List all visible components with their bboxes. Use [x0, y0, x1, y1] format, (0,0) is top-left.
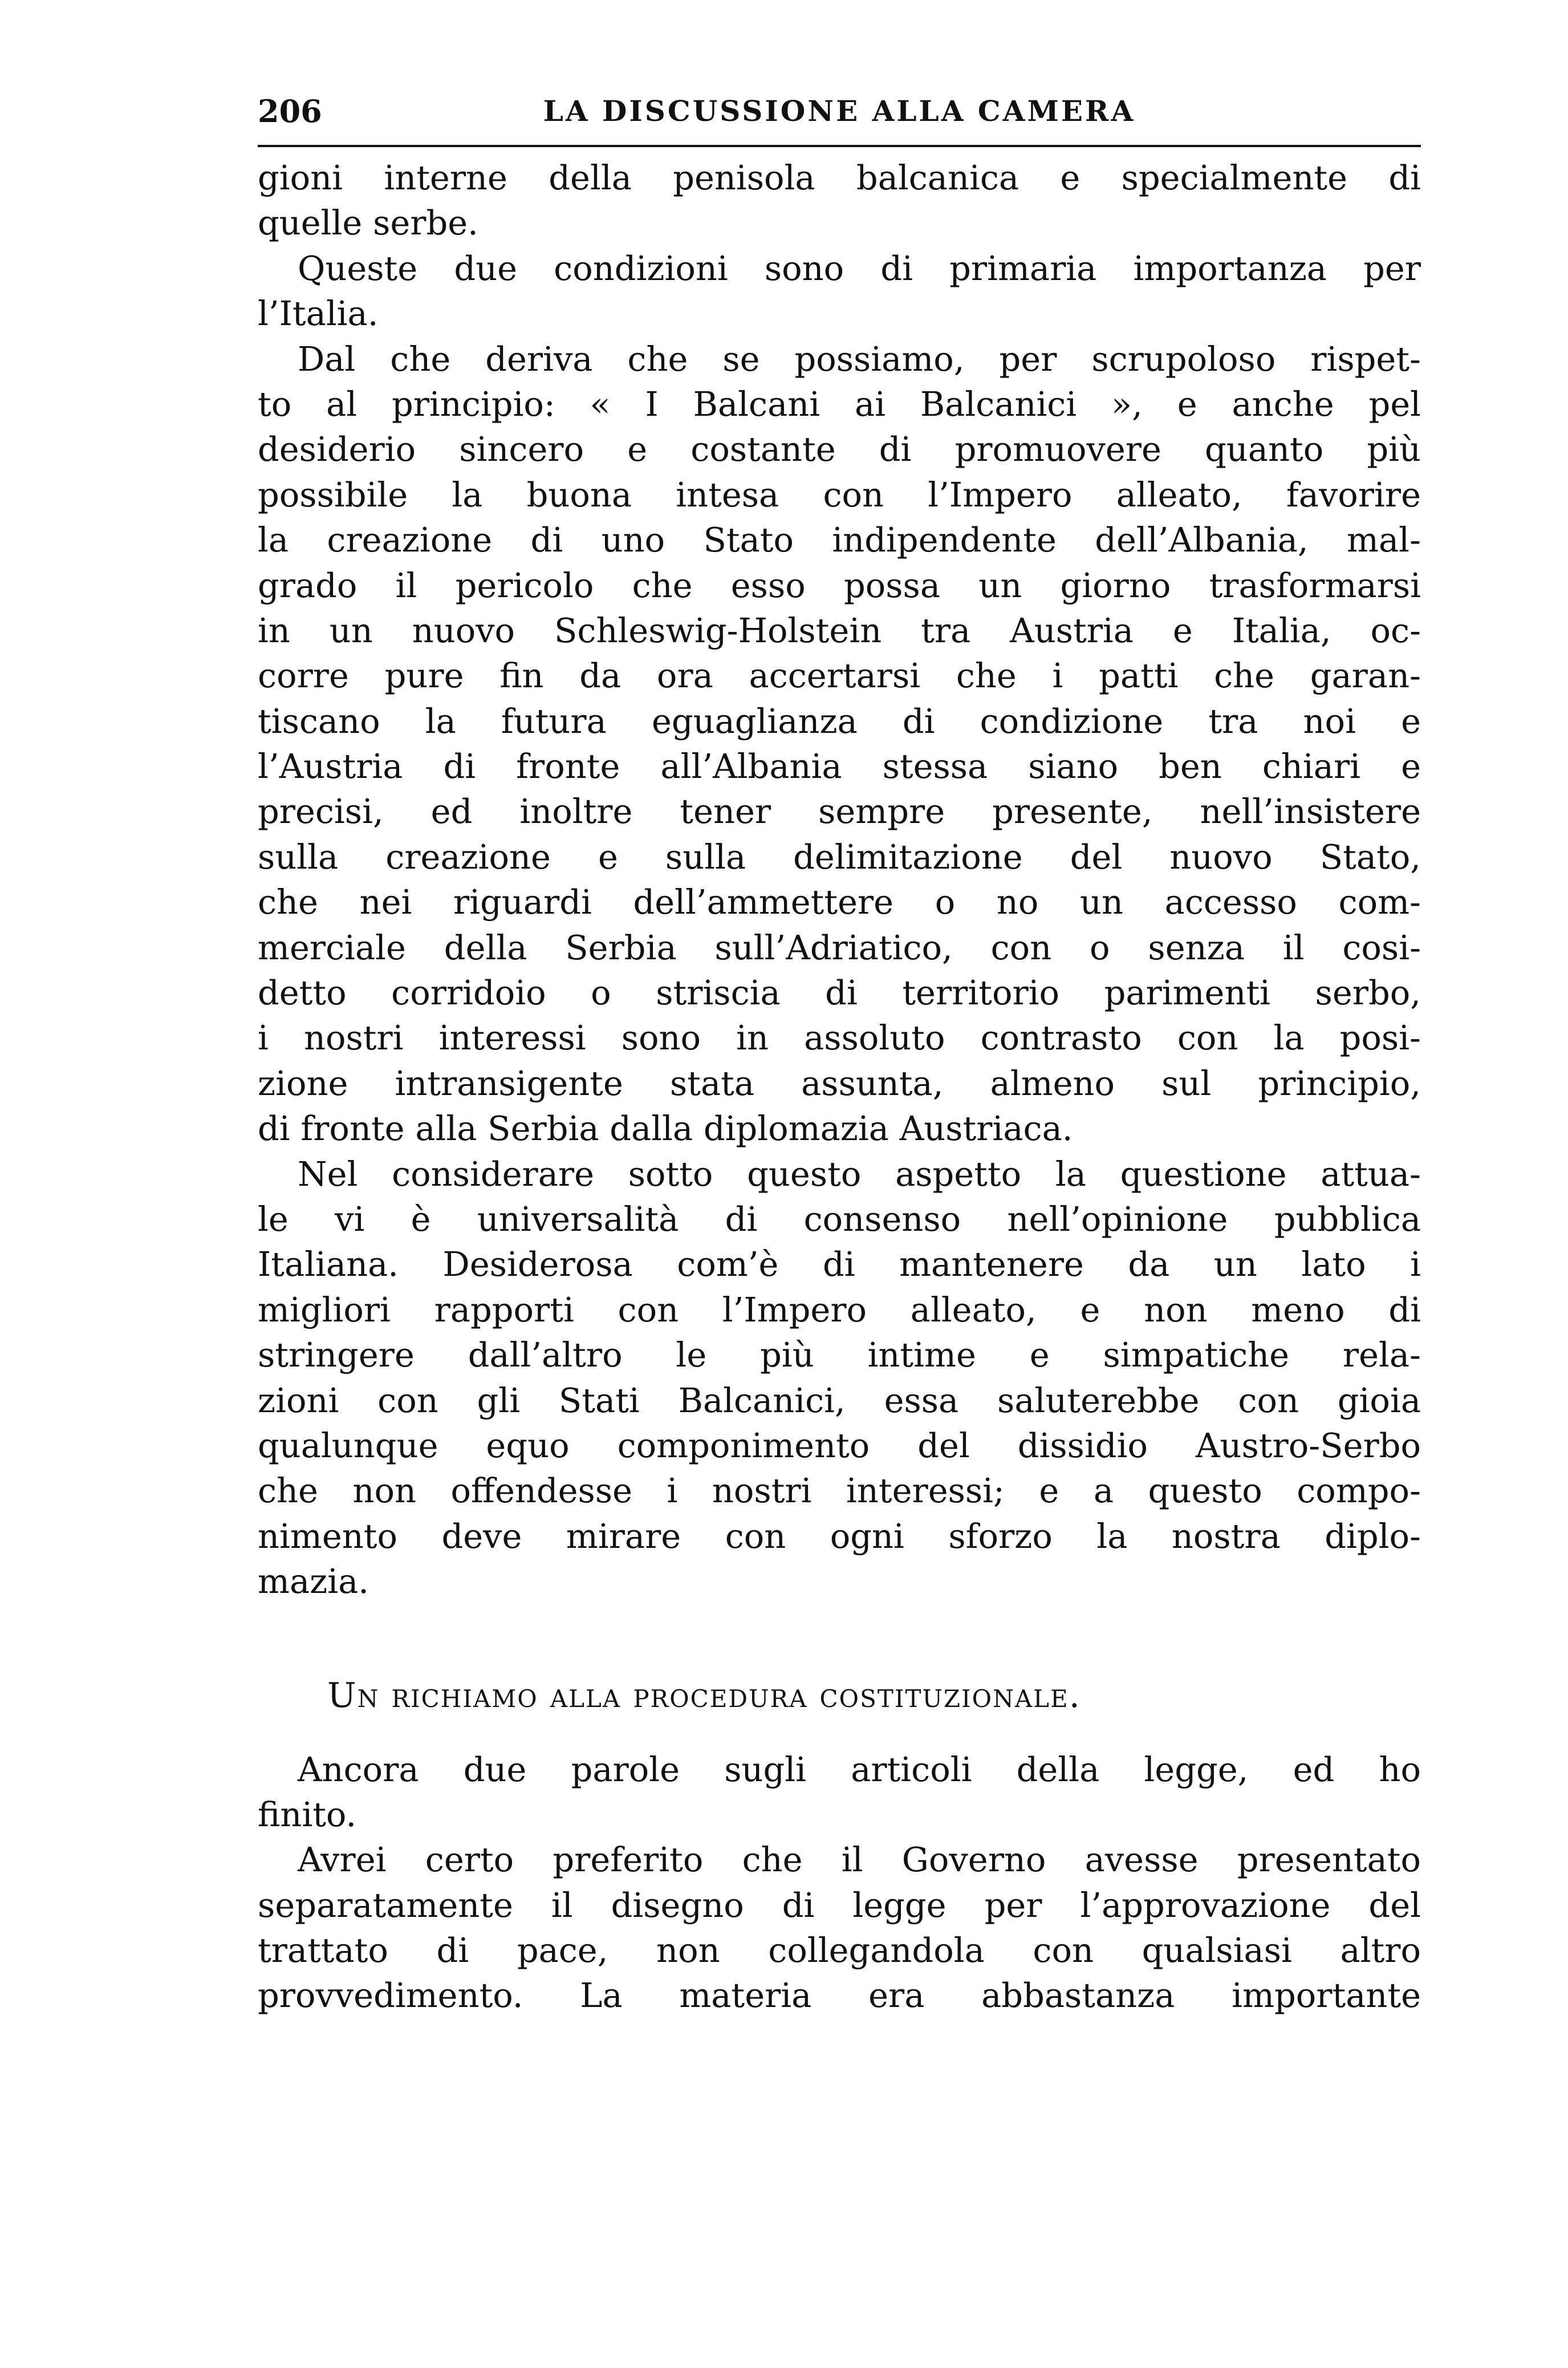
paragraph — [258, 336, 1421, 1151]
text-line: migliori rapporti con l’Impero alleato, e non meno di — [258, 1290, 1421, 1329]
text-line: sulla creazione e sulla delimitazione del nuovo Stato, — [258, 837, 1421, 877]
running-title: LA DISCUSSIONE ALLA CAMERA — [543, 94, 1136, 128]
section-spacer — [258, 1724, 1421, 1747]
text-line: gioni interne della penisola balcanica e specialmente di — [258, 158, 1421, 197]
text-line: trattato di pace, non collegandola con qualsiasi altro — [258, 1931, 1421, 1970]
text-line: merciale della Serbia sull’Adriatico, con o senza il cosi- — [258, 927, 1421, 967]
text-line: separatamente il disegno di legge per l’approvazione del — [258, 1885, 1421, 1925]
text-line: provvedimento. La materia era abbastanza importante — [258, 1976, 1421, 2016]
text-line: desiderio sincero e costante di promuovere quanto più — [258, 429, 1421, 469]
text-line: detto corridoio o striscia di territorio parimenti serbo, — [258, 973, 1421, 1013]
text-line: nimento deve mirare con ogni sforzo la nostra diplo- — [258, 1516, 1421, 1556]
text-line: Italiana. Desiderosa com’è di mantenere da un lato i — [258, 1244, 1421, 1284]
text-line: zione intransigente stata assunta, almeno sul principio, — [258, 1063, 1421, 1103]
text-line: possibile la buona intesa con l’Impero alleato, favorire — [258, 475, 1421, 514]
text-line: finito. — [258, 1794, 357, 1834]
text-line: stringere dall’altro le più intime e simpatiche rela- — [258, 1335, 1421, 1375]
text-line: to al principio: « I Balcani ai Balcanici », e anche pel — [258, 384, 1421, 424]
header-rule — [258, 145, 1421, 147]
paragraph — [258, 1747, 1421, 1838]
text-line: di fronte alla Serbia dalla diplomazia Austriaca. — [258, 1109, 1073, 1149]
section-heading: Un richiamo alla procedura costituzionale. — [327, 1675, 1081, 1716]
text-line: Nel considerare sotto questo aspetto la questione attua- — [298, 1154, 1421, 1194]
text-line: in un nuovo Schleswig-Holstein tra Austria e Italia, oc- — [258, 610, 1421, 650]
paragraph — [258, 1837, 1421, 2018]
text-line: zioni con gli Stati Balcanici, essa saluterebbe con gioia — [258, 1380, 1421, 1420]
text-line: grado il pericolo che esso possa un giorno trasformarsi — [258, 565, 1421, 605]
text-line: i nostri interessi sono in assoluto contrasto con la posi- — [258, 1018, 1421, 1058]
text-line: Dal che deriva che se possiamo, per scrupoloso rispet- — [298, 339, 1421, 379]
text-line: mazia. — [258, 1562, 369, 1601]
text-line: Queste due condizioni sono di primaria importanza per — [298, 248, 1421, 288]
text-line: Avrei certo preferito che il Governo avesse presentato — [298, 1840, 1421, 1880]
text-line: l’Austria di fronte all’Albania stessa siano ben chiari e — [258, 747, 1421, 786]
running-header — [258, 80, 1421, 143]
text-line: che non offendesse i nostri interessi; e a questo compo- — [258, 1471, 1421, 1511]
body-text — [258, 155, 1421, 2018]
paragraph — [258, 246, 1421, 336]
page-number: 206 — [258, 93, 322, 129]
paragraph — [258, 1151, 1421, 1604]
text-line: le vi è universalità di consenso nell’opinione pubblica — [258, 1199, 1421, 1239]
section-spacer — [258, 1604, 1421, 1667]
text-line: che nei riguardi dell’ammettere o no un accesso com- — [258, 882, 1421, 922]
text-line: Ancora due parole sugli articoli della legge, ed ho — [298, 1749, 1421, 1789]
text-line: l’Italia. — [258, 294, 379, 334]
text-line: tiscano la futura eguaglianza di condizione tra noi e — [258, 701, 1421, 741]
text-line: qualunque equo componimento del dissidio Austro-Serbo — [258, 1425, 1421, 1465]
text-line: quelle serbe. — [258, 203, 478, 243]
text-line: precisi, ed inoltre tener sempre presente, nell’insistere — [258, 792, 1421, 832]
text-line: corre pure fin da ora accertarsi che i patti che garan- — [258, 656, 1421, 696]
text-line: la creazione di uno Stato indipendente dell’Albania, mal- — [258, 520, 1421, 560]
paragraph — [258, 155, 1421, 246]
